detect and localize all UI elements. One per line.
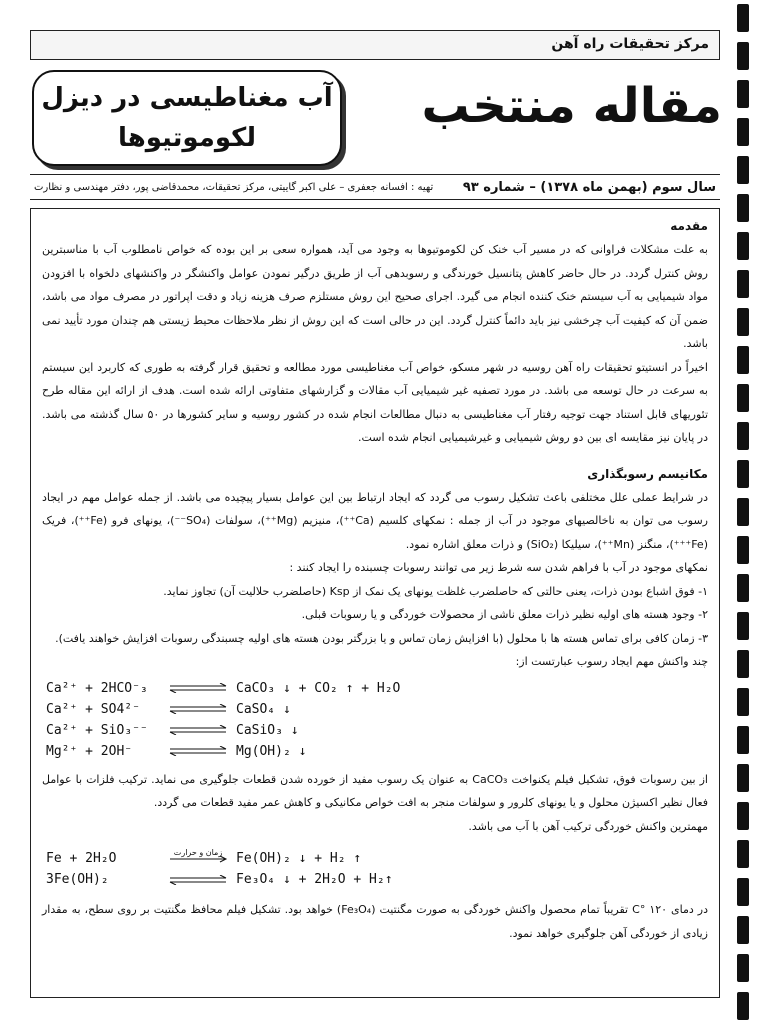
mechanism-paragraph-1: در شرایط عملی علل مختلفی باعث تشکیل رسوب می گردد که ایجاد ارتباط بین این عوامل بسیار پیچیده می باشد. از جمله عوامل مهم در ایجاد رسوب می توان به ناخالصیهای موجود در آب از جمله : نمکهای کلسیم (Ca⁺⁺)، منیزیم (Mg⁺⁺)، سولفات (SO₄⁻⁻)، یونهای فرو (Fe⁺⁺)، فریک (Fe⁺⁺⁺)، منگنز (Mn⁺⁺)، سیلیکا (SiO₂) و ذرات معلق اشاره نمود. — [42, 490, 708, 551]
binder-hole — [737, 118, 749, 146]
binder-hole — [737, 802, 749, 830]
intro-paragraph-1: به علت مشکلات فراوانی که در مسیر آب خنک کن لکوموتیوها به وجود می آید، همواره سعی بر این بوده که خواص نامطلوب آب با مناسبترین روش کنترل گردد. در حال حاضر کاهش پتانسیل خورندگی و رسوبدهی آب از طریق درگیر نمودن عوامل واکنشگر در واکنشهای دلخواه با افزودن مواد شیمیایی به آب سیستم خنک کننده انجام می گیرد. اجرای صحیح این روش مستلزم صرف هزینه زیاد و دقت اپراتور در مصرف مواد می باشد، ضمن آن که کیفیت آب چرخشی نیز باید دائماً کنترل گردد. این در حالی است که این روش از نظر ملاحظات محیط زیستی هم چندان مورد تأیید نمی باشد. — [42, 243, 708, 350]
binder-hole — [737, 308, 749, 336]
binder-hole — [737, 840, 749, 868]
issue-info-row — [30, 174, 720, 200]
reaction-condition-note: زمان و حرارت — [173, 847, 223, 857]
condition-2: ۲- وجود هسته های اولیه نظیر ذرات معلق ناشی از محصولات خوردگی و یا رسوبات قبلی. — [301, 608, 708, 621]
reaction-lhs: Mg²⁺ + 2OH⁻ — [46, 743, 133, 759]
article-title-line2: لکوموتیوها — [117, 123, 257, 153]
binder-hole — [737, 688, 749, 716]
article-heading: مقاله منتخب — [421, 78, 722, 134]
mechanism-heading: مکانیسم رسوبگذاری — [587, 466, 708, 481]
binder-hole — [737, 764, 749, 792]
binder-hole — [737, 536, 749, 564]
credits: تهیه : افسانه جعفری – علی اکبر گاییتی، مرکز تحقیقات، محمدقاضی پور، دفتر مهندسی و نظارت — [34, 181, 434, 193]
mechanism-paragraph-5: در دمای ۱۲۰ °C تقریباً تمام محصول واکنش خوردگی به صورت مگنتیت (Fe₃O₄) خواهد بود. تشکیل فیلم محافظ مگنتیت بر روی سطح، به مقدار زیادی از خوردگی آهن جلوگیری خواهد نمود. — [42, 903, 709, 940]
binder-hole — [737, 954, 749, 982]
binder-hole — [737, 4, 749, 32]
reaction-lhs: 3Fe(OH)₂ — [46, 872, 109, 887]
equilibrium-arrow-icon — [164, 683, 232, 693]
equilibrium-arrow-icon — [164, 704, 232, 714]
reaction-rhs: CaCO₃ ↓ + CO₂ ↑ + H₂O — [236, 680, 401, 696]
reactions-intro: چند واکنش مهم ایجاد رسوب عبارتست از: — [515, 655, 708, 668]
reaction-row — [46, 720, 708, 741]
precipitation-reactions — [46, 678, 708, 762]
mechanism-paragraph-3: از بین رسوبات فوق، تشکیل فیلم یکنواخت CaCO₃ به عنوان یک رسوب مفید از خورده شدن قطعات جلوگیری می نماید. ترکیب فلزات با عوامل فعال نظیر اکسیژن محلول و یا یونهای کلرور و سولفات منجر به افت خواص مکانیکی و کاهش عمر مفید قطعات می گردد. — [42, 772, 708, 809]
reaction-row — [46, 699, 708, 720]
binder-hole — [737, 726, 749, 754]
reaction-rhs: Mg(OH)₂ ↓ — [236, 743, 307, 759]
article-title-line1: آب مغناطیسی در دیزل — [41, 83, 333, 113]
reaction-lhs: Ca²⁺ + 2HCO⁻₃ — [46, 680, 148, 696]
binder-hole — [737, 916, 749, 944]
issue-number: سال سوم (بهمن ماه ۱۳۷۸) – شماره ۹۳ — [462, 179, 716, 195]
reaction-lhs: Fe + 2H₂O — [46, 851, 117, 866]
intro-heading: مقدمه — [670, 219, 708, 233]
reaction-row — [46, 869, 708, 890]
binder-hole — [737, 422, 749, 450]
mechanism-paragraph-2: نمکهای موجود در آب با فراهم شدن سه شرط زیر می توانند رسوبات چسبنده را ایجاد کنند : — [289, 561, 708, 574]
binder-hole — [737, 992, 749, 1020]
article-body — [42, 214, 708, 945]
article-title-box — [32, 70, 342, 166]
equilibrium-arrow-icon — [164, 875, 232, 885]
binder-hole — [737, 232, 749, 260]
iron-reactions — [46, 848, 708, 890]
reaction-row — [46, 678, 708, 699]
binder-hole — [737, 574, 749, 602]
reaction-lhs: Ca²⁺ + SiO₃⁻⁻ — [46, 722, 148, 738]
reaction-row — [46, 848, 708, 869]
binder-hole — [737, 194, 749, 222]
binder-hole — [737, 156, 749, 184]
condition-1: ۱- فوق اشباع بودن ذرات، یعنی حالتی که حاصلضرب غلظت یونهای یک نمک از Ksp (حاصلضرب حلالیت آن) تجاوز نماید. — [163, 584, 708, 598]
reaction-lhs: Ca²⁺ + SO4²⁻ — [46, 701, 140, 717]
reaction-rhs: CaSiO₃ ↓ — [236, 722, 299, 738]
reaction-rhs: Fe(OH)₂ ↓ + H₂ ↑ — [236, 851, 362, 866]
binder-hole — [737, 650, 749, 678]
forward-arrow-icon — [164, 847, 232, 864]
equilibrium-arrow-icon — [164, 725, 232, 735]
binder-hole — [737, 878, 749, 906]
binder-hole — [737, 42, 749, 70]
binder-hole — [737, 460, 749, 488]
organization-name: مرکز تحقیقات راه آهن — [551, 36, 709, 52]
reaction-row — [46, 741, 708, 762]
binder-hole — [737, 346, 749, 374]
equilibrium-arrow-icon — [164, 746, 232, 756]
binder-holes — [737, 0, 751, 1024]
binder-hole — [737, 384, 749, 412]
condition-3: ۳- زمان کافی برای تماس هسته ها با محلول (با افزایش زمان تماس و یا بزرگتر بودن هسته های اولیه چسبندگی رسوبات افزایش خواهند یافت). — [55, 631, 708, 645]
binder-hole — [737, 270, 749, 298]
organization-bar — [30, 30, 720, 60]
binder-hole — [737, 498, 749, 526]
reaction-rhs: Fe₃O₄ ↓ + 2H₂O + H₂↑ — [236, 872, 393, 887]
mechanism-paragraph-4: مهمترین واکنش خوردگی ترکیب آهن با آب می باشد. — [468, 819, 708, 833]
intro-paragraph-2: اخیراً در انستیتو تحقیقات راه آهن روسیه در شهر مسکو، خواص آب مغناطیسی مورد مطالعه و تحقیق قرار گرفته به طوری که کاربرد این سیستم به سرعت در حال توسعه می باشد. در مورد تصفیه غیر شیمیایی آب مقالات و گزارشهای متفاوتی ارائه شده است. هدف از ارائه این مقاله طرح تئوریهای قابل استناد جهت توجیه رفتار آب مغناطیسی به دنبال مطالعات انجام شده در کشور روسیه و سایر کشورها در ۵۰ سال گذشته می باشد. در پایان نیز مقایسه ای بین دو روش شیمیایی و غیرشیمیایی انجام شده است. — [42, 360, 709, 444]
binder-hole — [737, 612, 749, 640]
binder-hole — [737, 80, 749, 108]
reaction-rhs: CaSO₄ ↓ — [236, 701, 291, 717]
